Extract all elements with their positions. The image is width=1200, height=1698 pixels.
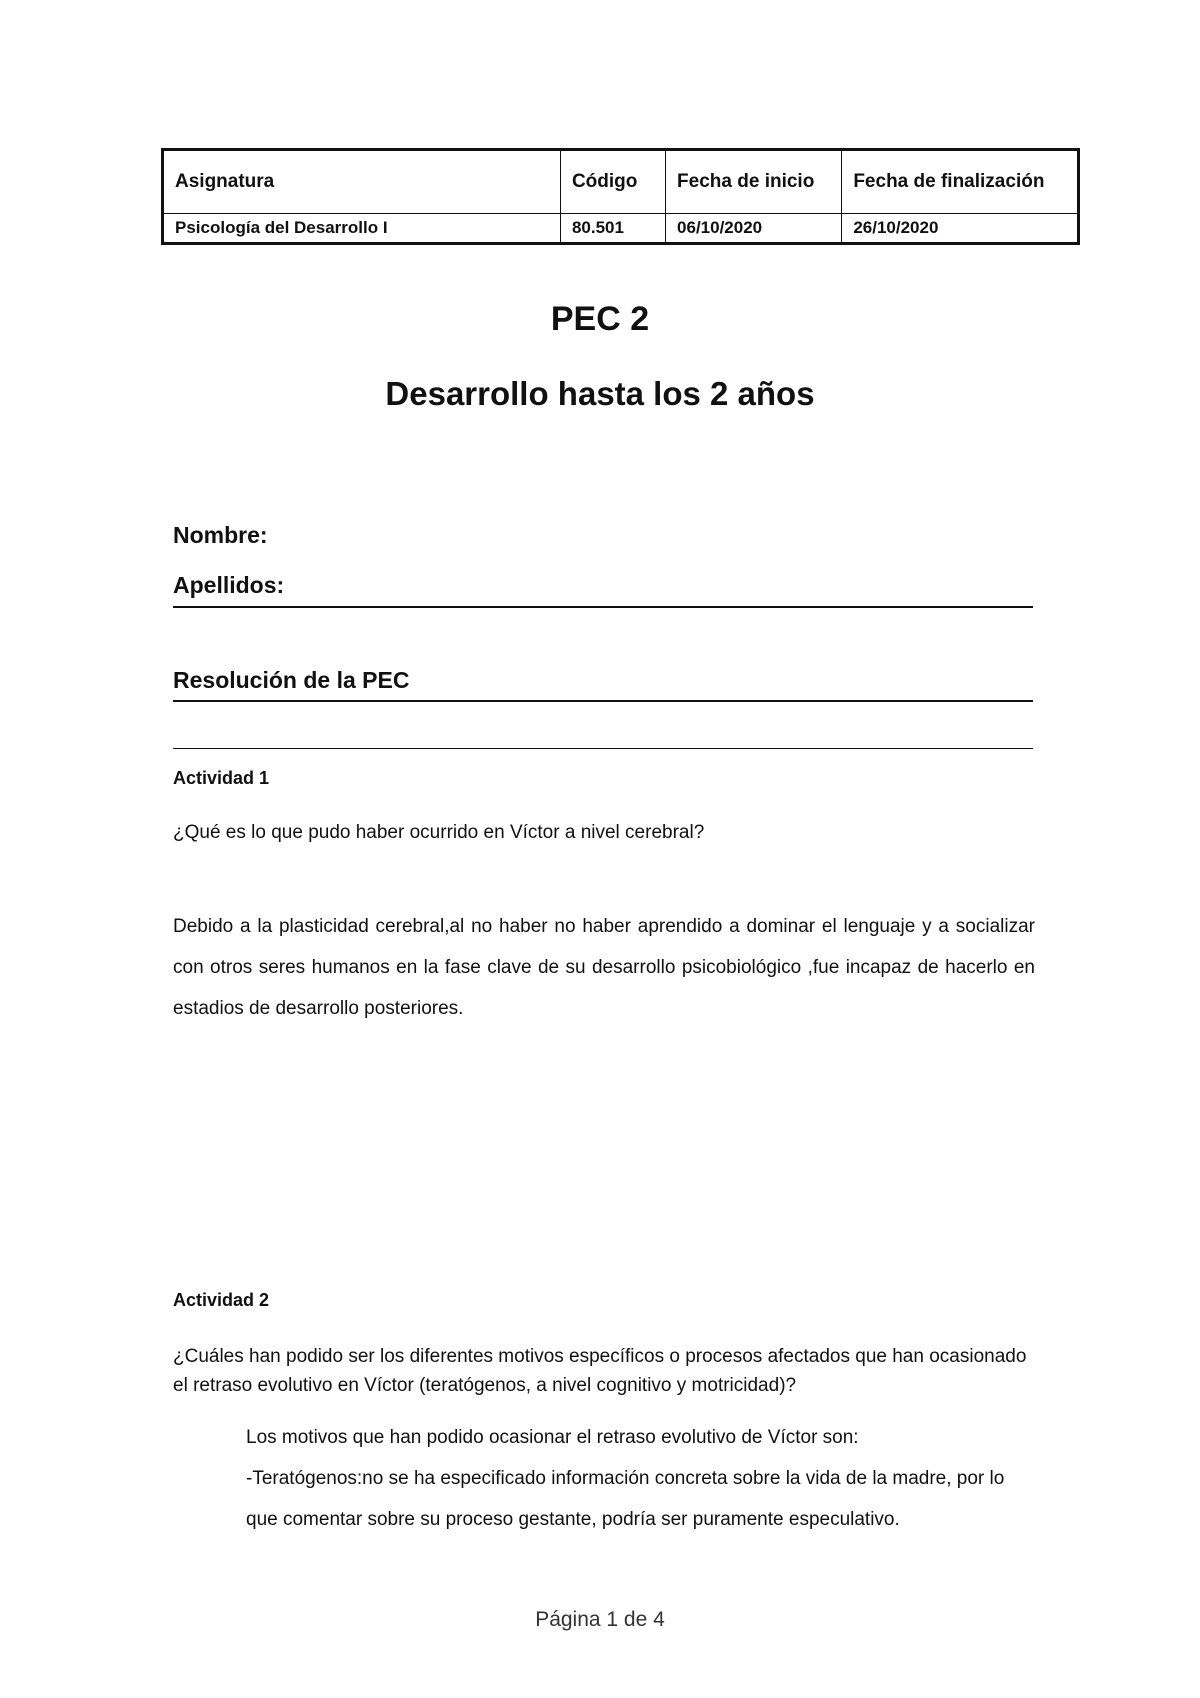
page-number: Página 1 de 4 [535, 1608, 665, 1631]
cell-fecha-inicio: 06/10/2020 [666, 214, 842, 244]
apellidos-underline [173, 606, 1033, 608]
actividad1-heading: Actividad 1 [173, 768, 270, 788]
table-row [163, 214, 1079, 244]
actividad2-heading: Actividad 2 [173, 1290, 270, 1310]
section-heading-underline [173, 700, 1033, 702]
document-title: PEC 2 [550, 300, 650, 338]
table-header-row [163, 150, 1079, 214]
nombre-label: Nombre: [173, 522, 268, 548]
header-cell-fecha-inicio: Fecha de inicio [666, 150, 842, 214]
document-subtitle: Desarrollo hasta los 2 años [385, 375, 815, 412]
actividad1-question: ¿Qué es lo que pudo haber ocurrido en Víctor a nivel cerebral? [173, 822, 705, 843]
cell-asignatura: Psicología del Desarrollo I [163, 214, 561, 244]
actividad1-answer: Debido a la plasticidad cerebral,al no haber no haber aprendido a dominar el lenguaje y a socializar con otros seres humanos en la fase clave de su desarrollo psicobiológico ,fue incapaz de hacerlo en estadios de desarrollo posteriores. [173, 916, 1035, 1019]
cell-codigo: 80.501 [560, 214, 665, 244]
actividad2-question: ¿Cuáles han podido ser los diferentes motivos específicos o procesos afectados que han ocasionado el retraso evolutivo en Víctor (teratógenos, a nivel cognitivo y motricidad)? [173, 1346, 1027, 1396]
actividad2-answer-item: -Teratógenos:no se ha especificado información concreta sobre la vida de la madre, por lo que comentar sobre su proceso gestante, podría ser puramente especulativo. [246, 1468, 1005, 1530]
divider-line [173, 748, 1033, 749]
cell-fecha-finalizacion: 26/10/2020 [842, 214, 1079, 244]
actividad2-answer-intro: Los motivos que han podido ocasionar el retraso evolutivo de Víctor son: [246, 1427, 859, 1448]
apellidos-label: Apellidos: [173, 572, 285, 598]
header-cell-asignatura: Asignatura [163, 150, 561, 214]
header-cell-fecha-finalizacion: Fecha de finalización [842, 150, 1079, 214]
course-info-table [161, 148, 1080, 245]
header-cell-codigo: Código [560, 150, 665, 214]
section-heading: Resolución de la PEC [173, 667, 410, 693]
